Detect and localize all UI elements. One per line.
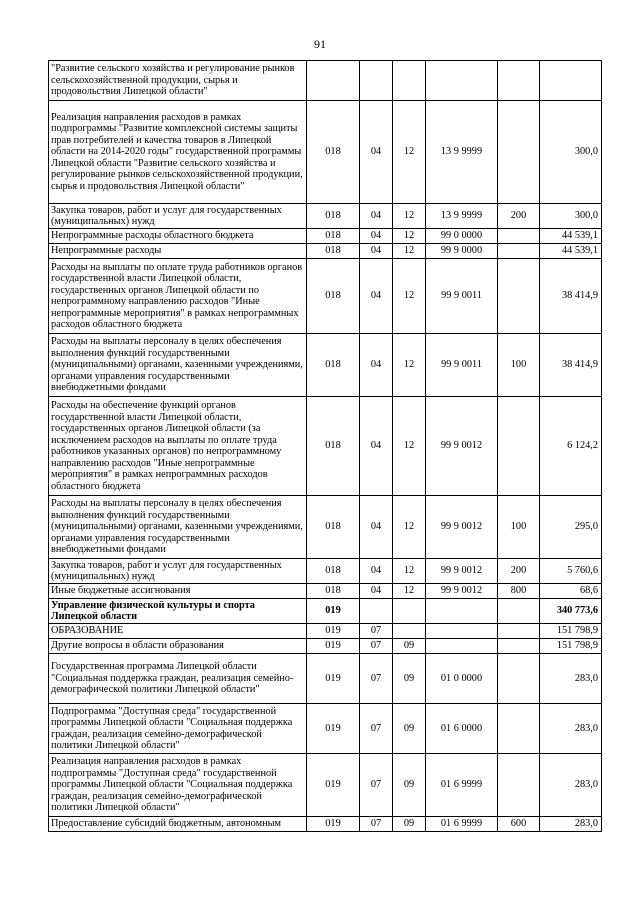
expense-type-code: [498, 229, 540, 244]
ministry-code: 018: [307, 229, 360, 244]
table-row: [49, 204, 602, 229]
subsection-code: 12: [393, 244, 426, 259]
ministry-code: [307, 61, 360, 101]
section-code: [360, 61, 393, 101]
table-row: [49, 639, 602, 654]
amount: 283,0: [540, 654, 602, 704]
table-row: [49, 754, 602, 817]
section-code: 07: [360, 754, 393, 817]
expense-type-code: 100: [498, 334, 540, 397]
section-code: [360, 599, 393, 624]
target-article-code: 13 9 9999: [426, 101, 498, 204]
subsection-code: 09: [393, 639, 426, 654]
row-name: Расходы на выплаты по оплате труда работников органов государственной власти Липецкой области, государственных органов Липецкой области по непрограммному направлению расходов "Иные непрограммные мероприятия" в рамках непрограммных расходов областного бюджета: [49, 259, 307, 334]
expense-type-code: [498, 654, 540, 704]
expense-type-code: [498, 624, 540, 639]
target-article-code: [426, 624, 498, 639]
target-article-code: 99 9 0011: [426, 334, 498, 397]
target-article-code: 01 0 0000: [426, 654, 498, 704]
expense-type-code: 100: [498, 496, 540, 559]
amount: 38 414,9: [540, 334, 602, 397]
expense-type-code: [498, 61, 540, 101]
expense-type-code: 600: [498, 817, 540, 832]
subsection-code: 09: [393, 704, 426, 754]
expense-type-code: [498, 244, 540, 259]
row-name: ОБРАЗОВАНИЕ: [49, 624, 307, 639]
ministry-code: 018: [307, 259, 360, 334]
expense-type-code: [498, 397, 540, 496]
row-name: Предоставление субсидий бюджетным, автономным: [49, 817, 307, 832]
table-row: [49, 244, 602, 259]
expense-type-code: [498, 101, 540, 204]
table-row: [49, 61, 602, 101]
section-code: 07: [360, 817, 393, 832]
amount: 5 760,6: [540, 559, 602, 584]
subsection-code: 12: [393, 259, 426, 334]
ministry-code: 019: [307, 639, 360, 654]
ministry-code: 018: [307, 496, 360, 559]
row-name: Расходы на обеспечение функций органов государственной власти Липецкой области, государственных органов Липецкой области (за исключением расходов на выплаты по оплате труда работников указанных органов) по непрограммному направлению расходов "Иные непрограммные мероприятия" в рамках непрограммных расходов областного бюджета: [49, 397, 307, 496]
expense-type-code: 200: [498, 204, 540, 229]
row-name: Иные бюджетные ассигнования: [49, 584, 307, 599]
expense-type-code: [498, 259, 540, 334]
row-name: Расходы на выплаты персоналу в целях обеспечения выполнения функций государственными (муниципальными) органами, казенными учреждениями, органами управления государственными внебюджетными фондами: [49, 496, 307, 559]
amount: 68,6: [540, 584, 602, 599]
amount: 44 539,1: [540, 229, 602, 244]
section-code: 04: [360, 584, 393, 599]
section-code: 07: [360, 704, 393, 754]
table-row: [49, 334, 602, 397]
ministry-code: 019: [307, 817, 360, 832]
subsection-code: 09: [393, 817, 426, 832]
row-name: Закупка товаров, работ и услуг для государственных (муниципальных) нужд: [49, 204, 307, 229]
subsection-code: 12: [393, 101, 426, 204]
budget-table: [48, 60, 602, 832]
target-article-code: 01 6 0000: [426, 704, 498, 754]
page-number: 91: [314, 37, 326, 51]
target-article-code: 99 0 0000: [426, 229, 498, 244]
target-article-code: 99 9 0012: [426, 397, 498, 496]
row-name: Закупка товаров, работ и услуг для государственных (муниципальных) нужд: [49, 559, 307, 584]
subsection-code: 12: [393, 559, 426, 584]
target-article-code: 99 9 0012: [426, 559, 498, 584]
budget-table-body: [49, 61, 602, 832]
target-article-code: [426, 599, 498, 624]
section-code: 04: [360, 397, 393, 496]
expense-type-code: [498, 599, 540, 624]
subsection-code: 12: [393, 334, 426, 397]
amount: 340 773,6: [540, 599, 602, 624]
ministry-code: 019: [307, 624, 360, 639]
amount: 151 798,9: [540, 639, 602, 654]
table-row: [49, 654, 602, 704]
table-row: [49, 496, 602, 559]
target-article-code: [426, 639, 498, 654]
expense-type-code: [498, 704, 540, 754]
ministry-code: 018: [307, 559, 360, 584]
amount: 295,0: [540, 496, 602, 559]
subsection-code: 12: [393, 204, 426, 229]
ministry-code: 019: [307, 654, 360, 704]
section-code: 04: [360, 259, 393, 334]
subsection-code: 09: [393, 754, 426, 817]
amount: 283,0: [540, 754, 602, 817]
amount: 300,0: [540, 204, 602, 229]
table-row: [49, 817, 602, 832]
table-row: [49, 559, 602, 584]
row-name: Реализация направления расходов в рамках подпрограммы "Развитие комплексной системы защиты прав потребителей и качества товаров в Липецкой области на 2014-2020 годы" государственной программы Липецкой области "Развитие сельского хозяйства и регулирование рынков сельскохозяйственной продукции, сырья и продовольствия Липецкой области": [49, 101, 307, 204]
table-row: [49, 397, 602, 496]
row-name: Непрограммные расходы: [49, 244, 307, 259]
section-code: 07: [360, 639, 393, 654]
target-article-code: 01 6 9999: [426, 754, 498, 817]
ministry-code: 018: [307, 204, 360, 229]
row-name: Непрограммные расходы областного бюджета: [49, 229, 307, 244]
expense-type-code: 200: [498, 559, 540, 584]
subsection-code: [393, 624, 426, 639]
expense-type-code: 800: [498, 584, 540, 599]
section-code: 04: [360, 334, 393, 397]
target-article-code: 01 6 9999: [426, 817, 498, 832]
target-article-code: [426, 61, 498, 101]
ministry-code: 018: [307, 101, 360, 204]
amount: 6 124,2: [540, 397, 602, 496]
ministry-code: 019: [307, 704, 360, 754]
row-name: Подпрограмма "Доступная среда" государственной программы Липецкой области "Социальная поддержка граждан, реализация семейно-демографической политики Липецкой области": [49, 704, 307, 754]
table-row: [49, 624, 602, 639]
table-row: [49, 584, 602, 599]
section-code: 07: [360, 624, 393, 639]
amount: 38 414,9: [540, 259, 602, 334]
row-name: Управление физической культуры и спорта Липецкой области: [49, 599, 307, 624]
amount: 151 798,9: [540, 624, 602, 639]
subsection-code: [393, 61, 426, 101]
target-article-code: 99 9 0000: [426, 244, 498, 259]
amount: 300,0: [540, 101, 602, 204]
table-row: [49, 229, 602, 244]
table-row: [49, 704, 602, 754]
amount: 44 539,1: [540, 244, 602, 259]
ministry-code: 019: [307, 754, 360, 817]
target-article-code: 99 9 0012: [426, 496, 498, 559]
ministry-code: 018: [307, 584, 360, 599]
section-code: 04: [360, 101, 393, 204]
ministry-code: 018: [307, 334, 360, 397]
expense-type-code: [498, 639, 540, 654]
section-code: 04: [360, 244, 393, 259]
table-row: [49, 101, 602, 204]
row-name: Другие вопросы в области образования: [49, 639, 307, 654]
row-name: Расходы на выплаты персоналу в целях обеспечения выполнения функций государственными (муниципальными) органами, казенными учреждениями, органами управления государственными внебюджетными фондами: [49, 334, 307, 397]
subsection-code: 12: [393, 584, 426, 599]
row-name: Государственная программа Липецкой области "Социальная поддержка граждан, реализация семейно-демографической политики Липецкой области": [49, 654, 307, 704]
ministry-code: 018: [307, 244, 360, 259]
table-row: [49, 599, 602, 624]
subsection-code: 12: [393, 496, 426, 559]
section-code: 04: [360, 559, 393, 584]
target-article-code: 99 9 0012: [426, 584, 498, 599]
expense-type-code: [498, 754, 540, 817]
subsection-code: 09: [393, 654, 426, 704]
ministry-code: 019: [307, 599, 360, 624]
subsection-code: 12: [393, 397, 426, 496]
table-row: [49, 259, 602, 334]
section-code: 04: [360, 496, 393, 559]
row-name: "Развитие сельского хозяйства и регулирование рынков сельскохозяйственной продукции, сырья и продовольствия Липецкой области": [49, 61, 307, 101]
section-code: 04: [360, 204, 393, 229]
amount: [540, 61, 602, 101]
section-code: 07: [360, 654, 393, 704]
subsection-code: 12: [393, 229, 426, 244]
target-article-code: 13 9 9999: [426, 204, 498, 229]
amount: 283,0: [540, 817, 602, 832]
subsection-code: [393, 599, 426, 624]
row-name: Реализация направления расходов в рамках подпрограммы "Доступная среда" государственной программы Липецкой области "Социальная поддержка граждан, реализация семейно-демографической политики Липецкой области": [49, 754, 307, 817]
ministry-code: 018: [307, 397, 360, 496]
target-article-code: 99 9 0011: [426, 259, 498, 334]
amount: 283,0: [540, 704, 602, 754]
section-code: 04: [360, 229, 393, 244]
